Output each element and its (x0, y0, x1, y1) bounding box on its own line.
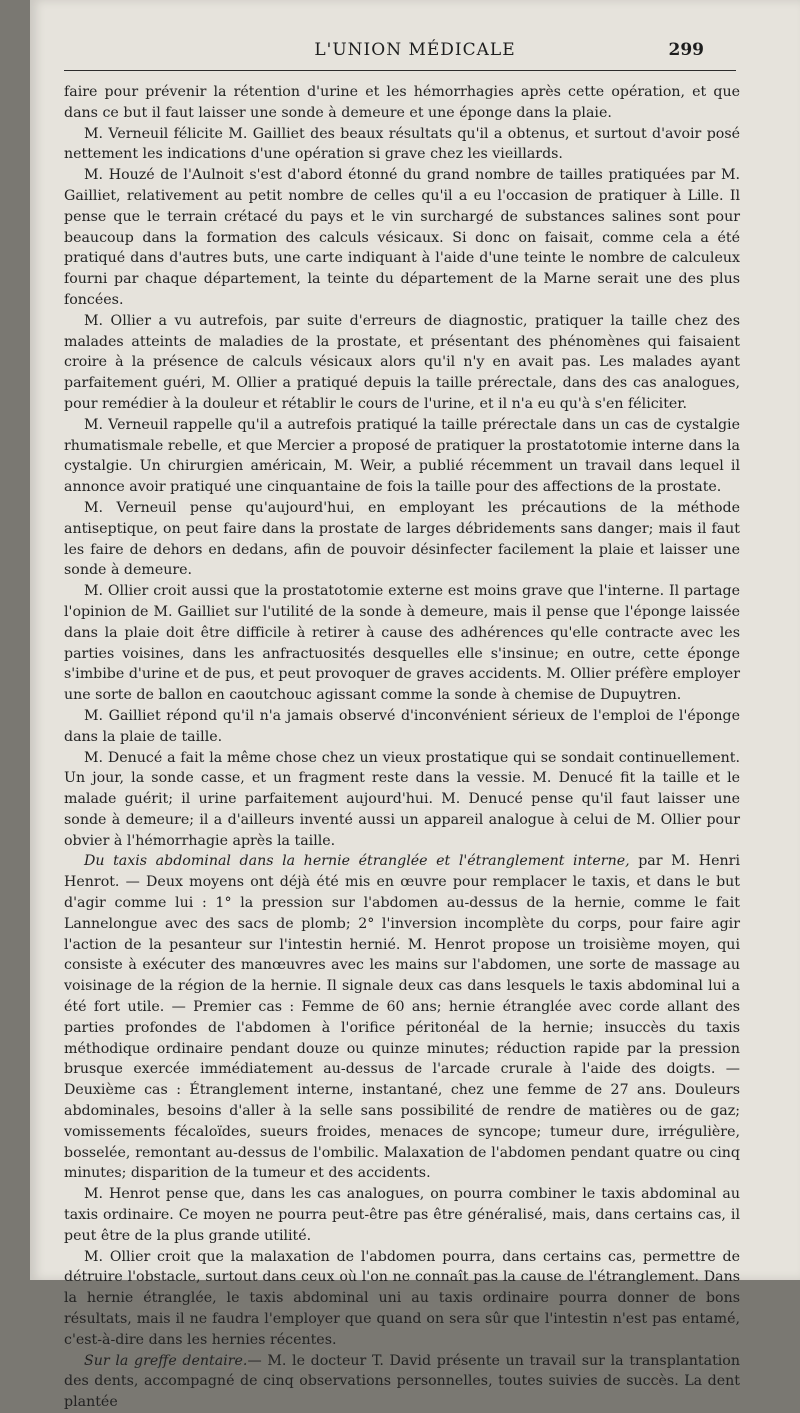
paragraph: M. Verneuil félicite M. Gailliet des beaux résultats qu'il a obtenus, et surtout d'avoir posé nettement les indications d'une opération si grave chez les vieillards. (64, 125, 740, 163)
section-lead-title: Sur la greffe dentaire. (84, 1352, 248, 1369)
paragraph: faire pour prévenir la rétention d'urine et les hémorrhagies après cette opération, et que dans ce but il faut laisser une sonde à demeure et une éponge dans la plaie. (64, 84, 740, 121)
paragraph: M. Denucé a fait la même chose chez un vieux prostatique qui se sondait continuellement. Un jour, la sonde casse, et un fragment reste dans la vessie. M. Denucé fit la taille et le malade guérit; il urine parfaitement aujourd'hui. M. Denucé pense qu'il faut laisser une sonde à demeure; il a d'ailleurs inventé aussi un appareil analogue à celui de M. Ollier pour obvier à l'hémorrhagie après la taille. (64, 749, 740, 849)
paragraph: M. Houzé de l'Aulnoit s'est d'abord étonné du grand nombre de tailles pratiquées par M. Gailliet, relativement au petit nombre de celles qu'il a eu l'occasion de pratiquer à Lille. Il pense que le terrain crétacé du pays et le vin surchargé de substances salines sont pour beaucoup dans la formation des calculs vésicaux. Si donc on faisait, comme cela a été pratiqué dans d'autres buts, une carte indiquant à l'aide d'une teinte le nombre de calculeux fourni par chaque département, la teinte du département de la Marne serait une des plus foncées. (64, 167, 740, 308)
page-number: 299 (668, 40, 704, 60)
paragraph (64, 1351, 740, 1413)
paragraph-text: — M. le docteur T. David présente un travail sur la transplantation des dents, accompagné de cinq observations personnelles, toutes suivies de succès. La dent plantée (64, 1352, 740, 1411)
page-header (30, 34, 800, 64)
paragraph: M. Verneuil pense qu'aujourd'hui, en employant les précautions de la méthode antiseptique, on peut faire dans la prostate de larges débridements sans danger; mais il faut les faire de dehors en dedans, afin de pouvoir désinfecter facilement la plaie et laisser une sonde à demeure. (64, 499, 740, 579)
paragraph: M. Henrot pense que, dans les cas analogues, on pourra combiner le taxis abdominal au taxis ordinaire. Ce moyen ne pourra peut-être pas être généralisé, mais, dans certains cas, il peut être de la plus grande utilité. (64, 1186, 740, 1244)
paragraph: M. Verneuil rappelle qu'il a autrefois pratiqué la taille prérectale dans un cas de cystalgie rhumatismale rebelle, et que Mercier a proposé de pratiquer la prostatotomie interne dans la cystalgie. Un chirurgien américain, M. Weir, a publié récemment un travail dans lequel il annonce avoir pratiqué une cinquantaine de fois la taille pour des affections de la prostate. (64, 416, 740, 496)
paragraph (64, 851, 740, 1184)
running-title: L'UNION MÉDICALE (314, 40, 516, 60)
paragraph: M. Gailliet répond qu'il n'a jamais observé d'inconvénient sérieux de l'emploi de l'éponge dans la plaie de taille. (64, 707, 740, 745)
paragraph: M. Ollier croit aussi que la prostatotomie externe est moins grave que l'interne. Il partage l'opinion de M. Gailliet sur l'utilité de la sonde à demeure, mais il pense que l'éponge laissée dans la plaie doit être difficile à retirer à cause des adhérences qu'elle contracte avec les parties voisines, dans les anfractuosités desquelles elle s'insinue; en outre, cette éponge s'imbibe d'urine et de pus, et peut provoquer de graves accidents. M. Ollier préfère employer une sorte de ballon en caoutchouc agissant comme la sonde à chemise de Dupuytren. (64, 583, 740, 704)
paragraph: M. Ollier a vu autrefois, par suite d'erreurs de diagnostic, pratiquer la taille chez des malades atteints de maladies de la prostate, et présentant des phénomènes qui faisaient croire à la présence de calculs vésicaux alors qu'il n'y en avait pas. Les malades ayant parfaitement guéri, M. Ollier a pratiqué depuis la taille prérectale, dans des cas analogues, pour remédier à la douleur et rétablir le cours de l'urine, et il n'a eu qu'à s'en féliciter. (64, 312, 740, 412)
document-page (30, 0, 800, 1411)
header-rule (64, 70, 736, 71)
paragraph-text: par M. Henri Henrot. — Deux moyens ont déjà été mis en œuvre pour remplacer le taxis, et dans le but d'agir comme lui : 1° la pression sur l'abdomen au-dessus de la hernie, comme le fait Lannelongue avec des sacs de plomb; 2° l'inversion incomplète du corps, pour faire agir l'action de la pesanteur sur l'intestin hernié. M. Henrot propose un troisième moyen, qui consiste à exécuter des manœuvres avec les mains sur l'abdomen, une sorte de massage au voisinage de la région de la hernie. Il signale deux cas dans lesquels le taxis abdominal lui a été fort utile. — Premier cas : Femme de 60 ans; hernie étranglée avec corde allant des parties profondes de l'abdomen à l'orifice péritonéal de la hernie; insuccès du taxis méthodique ordinaire pendant douze ou quinze minutes; réduction rapide par la pression brusque exercée immédiatement au-dessus de l'arcade crurale à l'aide des doigts. — Deuxième cas : Étranglement interne, instantané, chez une femme de 27 ans. Douleurs abdominales, besoins d'aller à la selle sans possibilité de rendre de matières ou de gaz; vomissements fécaloïdes, sueurs froides, menaces de syncope; tumeur dure, irrégulière, bosselée, remontant au-dessus de l'ombilic. Malaxation de l'abdomen pendant quatre ou cinq minutes; disparition de la tumeur et des accidents. (64, 853, 740, 1182)
article-body (64, 82, 740, 1413)
section-lead-title: Du taxis abdominal dans la hernie étranglée et l'étranglement interne, (84, 853, 630, 870)
paragraph: M. Ollier croit que la malaxation de l'abdomen pourra, dans certains cas, permettre de détruire l'obstacle, surtout dans ceux où l'on ne connaît pas la cause de l'étranglement. Dans la hernie étranglée, le taxis abdominal uni au taxis ordinaire pourra donner de bons résultats, mais il ne faudra l'employer que quand on sera sûr que l'intestin n'est pas entamé, c'est-à-dire dans les hernies récentes. (64, 1248, 740, 1348)
